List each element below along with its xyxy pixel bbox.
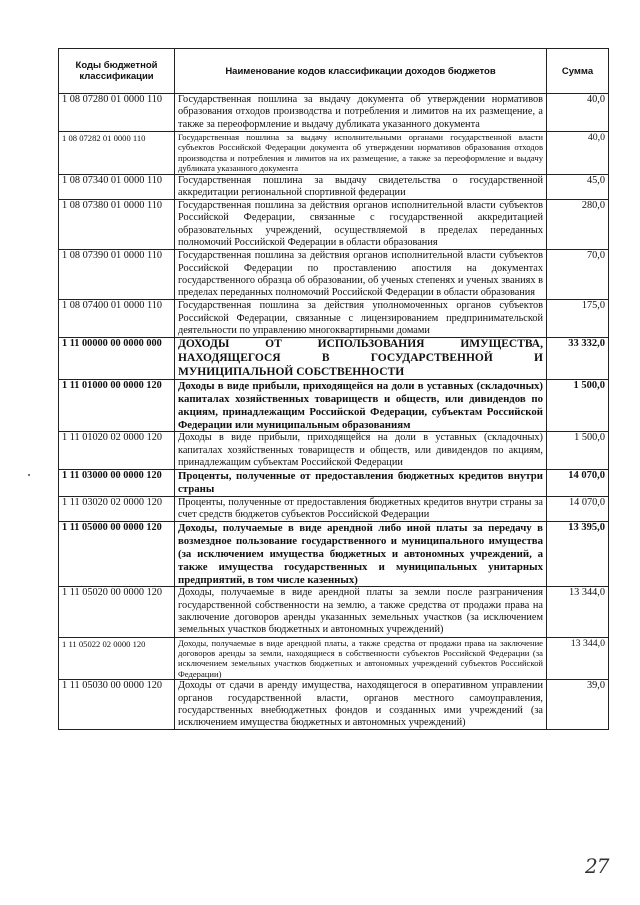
budget-revenue-table xyxy=(58,48,609,730)
row-code: 1 11 05030 00 0000 120 xyxy=(59,680,175,730)
row-name: ДОХОДЫ ОТ ИСПОЛЬЗОВАНИЯ ИМУЩЕСТВА, НАХОДЯЩЕГОСЯ В ГОСУДАРСТВЕННОЙ И МУНИЦИПАЛЬНОЙ СОБСТВЕННОСТИ xyxy=(175,338,547,380)
row-name: Доходы, получаемые в виде арендной платы, а также средства от продажи права на заключение договоров аренды за земли, находящиеся в собственности субъектов Российской Федерации (за исключением земельных участков бюджетных и автономных учреждений субъектов Российской Федерации) xyxy=(175,637,547,680)
row-name: Проценты, полученные от предоставления бюджетных кредитов внутри страны за счет средств бюджетов субъектов Российской Федерации xyxy=(175,496,547,522)
scan-speck xyxy=(28,474,30,476)
table-row xyxy=(59,470,609,497)
row-amount: 33 332,0 xyxy=(547,338,609,380)
row-amount: 45,0 xyxy=(547,174,609,200)
row-name: Государственная пошлина за действия органов исполнительной власти субъектов Российской Федерации по проставлению апостиля на документах государственного образца об образовании, об ученых степенях и ученых званиях в пределах переданных полномочий Российской Федерации в области образования xyxy=(175,250,547,300)
row-amount: 280,0 xyxy=(547,200,609,250)
row-code: 1 08 07340 01 0000 110 xyxy=(59,174,175,200)
row-code: 1 08 07380 01 0000 110 xyxy=(59,200,175,250)
row-name: Государственная пошлина за выдачу документа об утверждении нормативов образования отходов производства и потребления и лимитов на их размещение, а также за переоформление и выдачу дубликата указанного документа xyxy=(175,94,547,132)
row-code: 1 08 07390 01 0000 110 xyxy=(59,250,175,300)
table-row xyxy=(59,94,609,132)
table-body xyxy=(59,94,609,730)
table-row xyxy=(59,637,609,680)
row-amount: 13 395,0 xyxy=(547,522,609,587)
row-amount: 1 500,0 xyxy=(547,380,609,432)
header-code: Коды бюджетной классификации xyxy=(59,49,175,94)
row-name: Государственная пошлина за выдачу исполнительными органами государственной власти субъектов Российской Федерации документа об утверждении нормативов образования отходов производства и потребления и лимитов на их размещение, а также за переоформление и выдачу дубликата указанного документа xyxy=(175,131,547,174)
row-amount: 40,0 xyxy=(547,94,609,132)
table-row xyxy=(59,131,609,174)
table-row xyxy=(59,432,609,470)
row-code: 1 11 05020 00 0000 120 xyxy=(59,587,175,637)
row-name: Доходы, получаемые в виде арендной платы за земли после разграничения государственной собственности на землю, а также средства от продажи права на заключение договоров аренды указанных земельных участков (за исключением земельных участков бюджетных и автономных учреждений) xyxy=(175,587,547,637)
row-amount: 39,0 xyxy=(547,680,609,730)
row-code: 1 08 07282 01 0000 110 xyxy=(59,131,175,174)
table-row xyxy=(59,680,609,730)
header-amount: Сумма xyxy=(547,49,609,94)
row-amount: 40,0 xyxy=(547,131,609,174)
row-amount: 175,0 xyxy=(547,300,609,338)
table-row xyxy=(59,250,609,300)
table-row xyxy=(59,496,609,522)
table-row xyxy=(59,174,609,200)
row-name: Доходы в виде прибыли, приходящейся на доли в уставных (складочных) капиталах хозяйственных товариществ и обществ, или дивидендов по акциям, принадлежащим субъектам Российской Федерации xyxy=(175,432,547,470)
row-name: Доходы, получаемые в виде арендной либо иной платы за передачу в возмездное пользование государственного и муниципального имущества (за исключением имущества бюджетных и автономных учреждений, а также имущества государственных и муниципальных унитарных предприятий, в том числе казенных) xyxy=(175,522,547,587)
row-code: 1 08 07400 01 0000 110 xyxy=(59,300,175,338)
row-amount: 70,0 xyxy=(547,250,609,300)
row-name: Государственная пошлина за действия органов исполнительной власти субъектов Российской Федерации, связанные с государственной аккредитацией образовательных учреждений, осуществляемой в пределах переданных полномочий Российской Федерации в области образования xyxy=(175,200,547,250)
row-amount: 14 070,0 xyxy=(547,470,609,497)
row-amount: 13 344,0 xyxy=(547,637,609,680)
row-code: 1 11 00000 00 0000 000 xyxy=(59,338,175,380)
row-name: Проценты, полученные от предоставления бюджетных кредитов внутри страны xyxy=(175,470,547,497)
row-name: Государственная пошлина за действия уполномоченных органов субъектов Российской Федерации, связанные с лицензированием предпринимательской деятельности по управлению многоквартирными домами xyxy=(175,300,547,338)
row-code: 1 11 03020 02 0000 120 xyxy=(59,496,175,522)
page-number: 27 xyxy=(585,854,609,878)
row-code: 1 11 05022 02 0000 120 xyxy=(59,637,175,680)
table-row xyxy=(59,200,609,250)
row-amount: 14 070,0 xyxy=(547,496,609,522)
row-code: 1 11 03000 00 0000 120 xyxy=(59,470,175,497)
row-code: 1 08 07280 01 0000 110 xyxy=(59,94,175,132)
table-row xyxy=(59,522,609,587)
row-amount: 1 500,0 xyxy=(547,432,609,470)
row-amount: 13 344,0 xyxy=(547,587,609,637)
row-name: Государственная пошлина за выдачу свидетельства о государственной аккредитации региональной спортивной федерации xyxy=(175,174,547,200)
table-row xyxy=(59,338,609,380)
table-header-row xyxy=(59,49,609,94)
table-row xyxy=(59,587,609,637)
row-code: 1 11 01000 00 0000 120 xyxy=(59,380,175,432)
row-name: Доходы от сдачи в аренду имущества, находящегося в оперативном управлении органов государственной власти, органов местного самоуправления, государственных внебюджетных фондов и созданных ими учреждений (за исключением имущества бюджетных и автономных учреждений) xyxy=(175,680,547,730)
header-name: Наименование кодов классификации доходов бюджетов xyxy=(175,49,547,94)
row-code: 1 11 01020 02 0000 120 xyxy=(59,432,175,470)
row-name: Доходы в виде прибыли, приходящейся на доли в уставных (складочных) капиталах хозяйственных товариществ и обществ, или дивидендов по акциям, принадлежащим Российской Федерации, субъектам Российской Федерации или муниципальным образованиям xyxy=(175,380,547,432)
table-row xyxy=(59,380,609,432)
row-code: 1 11 05000 00 0000 120 xyxy=(59,522,175,587)
table-row xyxy=(59,300,609,338)
